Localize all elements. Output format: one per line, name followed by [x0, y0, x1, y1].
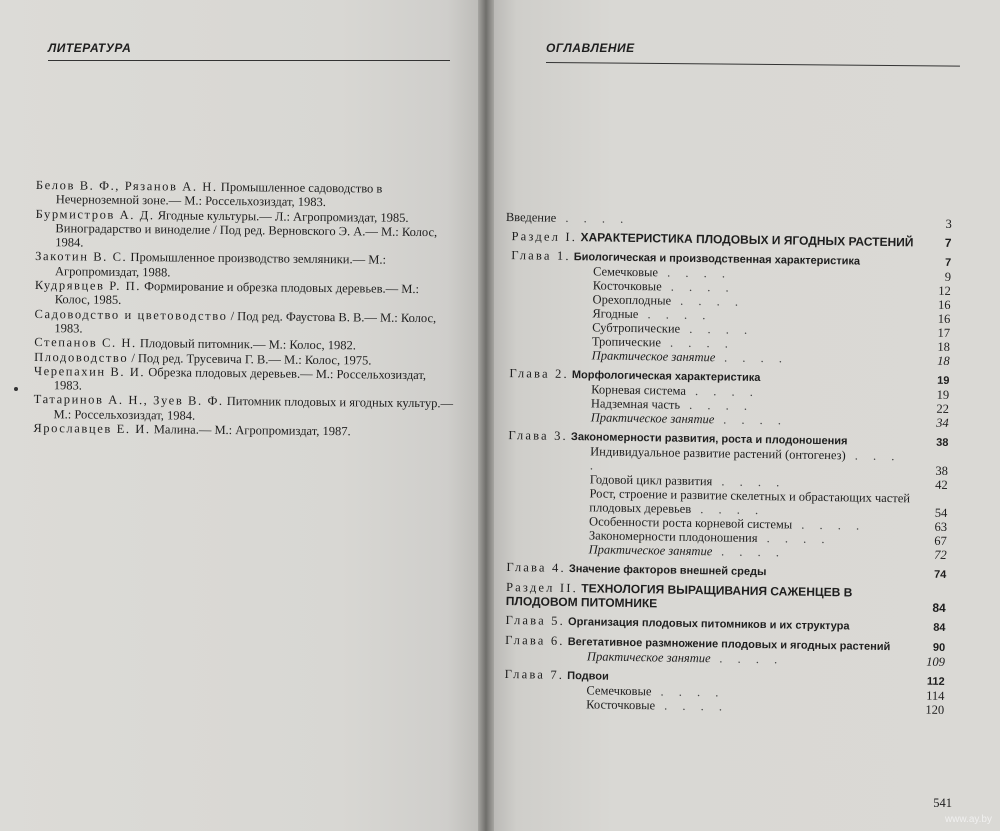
- reference-item: [34, 307, 454, 340]
- toc-entry-title: ТЕХНОЛОГИЯ ВЫРАЩИВАНИЯ САЖЕНЦЕВ В ПЛОДОВОМ ПИТОМНИКЕ: [505, 581, 853, 611]
- toc-entry-title: Семечковые: [592, 264, 659, 280]
- toc-entry-page: 34: [936, 415, 949, 430]
- toc-entry-lead: Глава 2.: [509, 366, 570, 382]
- reference-author: Черепахин В. И.: [33, 363, 146, 380]
- reference-text: Плодовый питомник.— М.: Колос, 1982.: [136, 336, 357, 353]
- toc-leader-dots: . . . .: [589, 448, 901, 473]
- toc-entry-title: Корневая система: [591, 382, 687, 398]
- reference-author: Садоводство и цветоводство: [34, 306, 228, 323]
- watermark: www.ay.by: [944, 814, 992, 825]
- toc-entry-page: 90: [932, 641, 946, 654]
- toc-entry-lead: Раздел II.: [505, 580, 579, 596]
- right-page: [486, 0, 1000, 831]
- reference-author: Плодоводство: [34, 349, 129, 365]
- toc-leader-dots: . . . .: [685, 383, 760, 399]
- toc-entry-title: Практическое занятие: [586, 649, 711, 666]
- toc-entry-page: 112: [926, 675, 945, 688]
- reference-text: Формирование и обрезка плодовых деревьев.— М.: Колос, 1985.: [54, 279, 420, 308]
- toc-leader-dots: . . . .: [691, 501, 765, 518]
- header-rule-left: [48, 60, 450, 61]
- toc-entry-page: 9: [944, 269, 952, 284]
- toc-leader-dots: . . . .: [712, 544, 786, 560]
- reference-text: Ягодные культуры.— Л.: Агропромиздат, 1985. Виноградарство и виноделие / Под ред. Верновского Э. А.— М.: Колос, 1984.: [55, 207, 438, 250]
- toc-entry-page: 109: [926, 654, 946, 669]
- toc-entry-title: Особенности роста корневой системы: [589, 514, 793, 532]
- toc-entry-title: Введение: [505, 210, 557, 225]
- toc-entry-title: Индивидуальное развитие растений (онтогенез): [590, 444, 846, 463]
- toc-leader-dots: . . . .: [710, 651, 784, 667]
- ink-mark: [14, 387, 18, 391]
- toc-entry-title: Закономерности развития, роста и плодоношения: [570, 431, 848, 448]
- toc-entry-page: 18: [937, 339, 951, 354]
- toc-entry-page: 16: [937, 297, 951, 312]
- toc-entry-lead: Глава 3.: [508, 428, 569, 443]
- toc-entry-title: Ягодные: [592, 306, 639, 322]
- toc-leader-dots: . . . .: [655, 698, 729, 714]
- toc-entry-page: 7: [945, 256, 952, 269]
- toc-leader-dots: . . . .: [792, 517, 866, 533]
- reference-text: Питомник плодовых и ягодных культур.— М.: Россельхозиздат, 1984.: [53, 394, 454, 423]
- toc-entry-title: Орехоплодные: [592, 292, 672, 308]
- toc-leader-dots: . . . .: [680, 321, 754, 337]
- toc-entry-title: Рост, строение и развитие скелетных и обрастающих частей плодовых деревьев: [589, 486, 911, 516]
- reference-text: Обрезка плодовых деревьев.— М.: Россельхозиздат, 1983.: [53, 365, 427, 393]
- reference-item: [35, 249, 455, 282]
- toc-leader-dots: . . . .: [712, 474, 786, 490]
- toc-entry-title: Закономерности плодоношения: [588, 528, 758, 545]
- toc-entry-lead: Глава 4.: [506, 560, 566, 575]
- reference-item: [33, 421, 453, 440]
- toc-entry-page: 22: [936, 401, 950, 416]
- toc-entry-page: 74: [933, 568, 947, 581]
- toc-entry-page: 67: [934, 533, 947, 548]
- toc-leader-dots: . . . .: [657, 265, 732, 281]
- toc-leader-dots: . . . .: [556, 210, 630, 226]
- toc-entry-title: ХАРАКТЕРИСТИКА ПЛОДОВЫХ И ЯГОДНЫХ РАСТЕНИЙ: [580, 230, 914, 250]
- toc-entry-page: 42: [935, 477, 948, 492]
- reference-author: Степанов С. Н.: [34, 335, 137, 351]
- toc-entry-page: 16: [937, 311, 951, 326]
- toc-entry-lead: Раздел I.: [511, 229, 578, 245]
- toc-leader-dots: . . . .: [661, 279, 735, 295]
- toc-entry-page: 17: [937, 325, 951, 340]
- reference-author: Татаринов А. Н., Зуев В. Ф.: [33, 392, 224, 409]
- reference-author: Бурмистров А. Д.: [35, 206, 155, 222]
- toc-leader-dots: . . . .: [638, 307, 712, 323]
- reference-item: [35, 207, 455, 254]
- toc-entry-page: 54: [934, 505, 948, 520]
- reference-author: Белов В. Ф., Рязанов А. Н.: [35, 178, 218, 194]
- toc-entry-title: Морфологическая характеристика: [571, 369, 761, 385]
- toc-entry-page: 63: [934, 519, 948, 534]
- toc-entry-page: 18: [937, 353, 950, 368]
- toc-entry-title: Субтропические: [592, 320, 681, 336]
- toc-entry-page: 38: [935, 463, 949, 478]
- toc-entry-title: Тропические: [591, 334, 662, 350]
- toc-entry-title: Косточковые: [592, 278, 662, 294]
- toc-leader-dots: . . . .: [714, 412, 788, 428]
- reference-text: / Под ред. Трусевича Г. В.— М.: Колос, 1975.: [128, 350, 372, 368]
- toc-leader-dots: . . . .: [757, 530, 831, 547]
- reference-author: Ярославцев Е. И.: [33, 421, 151, 437]
- toc-entry-lead: Глава 6.: [505, 633, 565, 648]
- reference-item: [33, 392, 453, 425]
- toc-entry-page: 3: [945, 216, 952, 232]
- toc-entry-title: Надземная часть: [590, 396, 681, 412]
- toc-entry-lead: Глава 7.: [504, 667, 565, 682]
- reference-author: Кудрявцев Р. П.: [34, 278, 142, 294]
- toc-leader-dots: . . . .: [715, 350, 789, 366]
- toc-leader-dots: . . . .: [651, 684, 725, 700]
- reference-text: Промышленное садоводство в Нечерноземной зоне.— М.: Россельхозиздат, 1983.: [55, 179, 383, 210]
- reference-text: Малина.— М.: Агропромиздат, 1987.: [150, 422, 351, 439]
- running-head-left: ЛИТЕРАТУРА: [48, 41, 132, 55]
- reference-item: [35, 278, 455, 311]
- toc-entry-page: 114: [926, 688, 945, 703]
- toc-entry-title: Биологическая и производственная характеристика: [573, 251, 861, 268]
- left-page: [0, 0, 486, 831]
- toc-entry-title: Организация плодовых питомников и их структура: [567, 616, 850, 633]
- toc-leader-dots: . . . .: [680, 397, 754, 413]
- running-head-right: ОГЛАВЛЕНИЕ: [546, 41, 635, 55]
- toc-entry-title: Значение факторов внешней среды: [568, 563, 767, 579]
- header-rule-right: [546, 62, 960, 67]
- toc-leader-dots: . . . .: [660, 335, 735, 351]
- toc-entry-title: Практическое занятие: [591, 348, 716, 365]
- page-number: 541: [933, 796, 952, 810]
- book-spine: [478, 0, 494, 831]
- toc-entry-page: 7: [944, 235, 952, 251]
- toc-entry-page: 38: [936, 436, 949, 449]
- toc-entry-title: Семечковые: [586, 683, 652, 699]
- reference-item: [34, 364, 454, 397]
- reference-list: [33, 178, 456, 440]
- toc-entry-page: 72: [934, 547, 947, 562]
- toc-entry-page: 12: [938, 283, 951, 298]
- toc-entry-title: Вегетативное размножение плодовых и ягодных растений: [567, 636, 891, 654]
- toc-entry-lead: Глава 1.: [511, 248, 571, 264]
- reference-text: Промышленное производство земляники.— М.: Агропромиздат, 1988.: [54, 250, 387, 280]
- toc-entry-title: Практическое занятие: [590, 410, 715, 427]
- reference-text: / Под ред. Фаустова В. В.— М.: Колос, 1983.: [54, 308, 437, 336]
- toc-entry-page: 19: [937, 374, 950, 387]
- toc-entry-title: Подвои: [567, 670, 609, 683]
- toc-entry-page: 84: [932, 600, 946, 615]
- toc-entry-page: 84: [933, 621, 946, 634]
- table-of-contents: [498, 210, 952, 717]
- reference-author: Закотин В. С.: [35, 249, 128, 265]
- toc-entry-title: Годовой цикл развития: [589, 472, 713, 489]
- toc-entry-title: Практическое занятие: [588, 542, 713, 559]
- toc-entry-page: 120: [925, 702, 945, 717]
- toc-entry-lead: Глава 5.: [505, 613, 566, 628]
- toc-entry-title: Косточковые: [586, 697, 656, 713]
- toc-leader-dots: . . . .: [670, 293, 745, 309]
- reference-item: [36, 178, 456, 211]
- toc-entry-page: 19: [936, 387, 950, 402]
